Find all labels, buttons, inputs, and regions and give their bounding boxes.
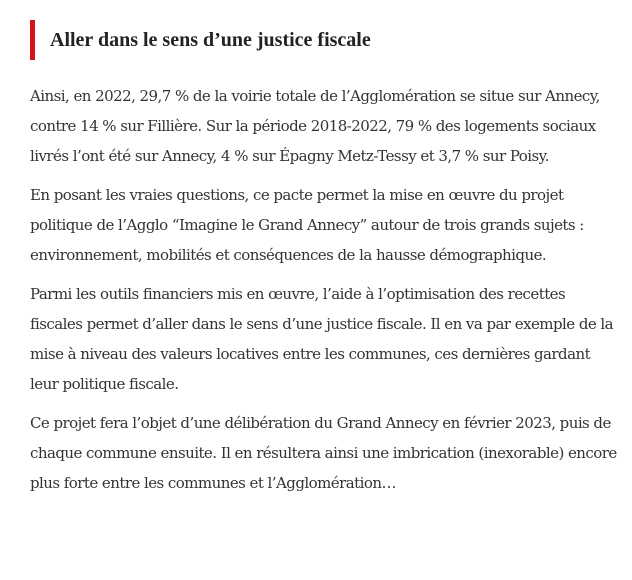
paragraph-1: Ainsi, en 2022, 29,7 % de la voirie totale de l’Agglomération se situe sur Annecy, contre 14 % sur Fillière. Sur la période 2018-2022, 79 % des logements sociaux livrés l’ont été sur Annecy, 4 % sur Épagny Metz-Tessy et 3,7 % sur Poisy. [30, 87, 600, 165]
paragraph-3: Parmi les outils financiers mis en œuvre, l’aide à l’optimisation des recettes fiscales permet d’aller dans le sens d’une justice fiscale. Il en va par exemple de la mise à niveau des valeurs locatives entre les communes, ces dernières gardant leur politique fiscale. [30, 285, 614, 393]
section-title: Aller dans le sens d’une justice fiscale [50, 29, 371, 51]
section-heading [30, 20, 590, 60]
article-body [30, 81, 618, 507]
paragraph-2: En posant les vraies questions, ce pacte permet la mise en œuvre du projet politique de l’Agglo “Imagine le Grand Annecy” autour de trois grands sujets : environnement, mobilités et conséquences de la hausse démographique. [30, 186, 584, 264]
heading-accent-bar [30, 20, 35, 60]
paragraph-4: Ce projet fera l’objet d’une délibération du Grand Annecy en février 2023, puis de chaque commune ensuite. Il en résultera ainsi une imbrication (inexorable) encore plus forte entre les communes et l’Agglomération… [30, 414, 617, 492]
